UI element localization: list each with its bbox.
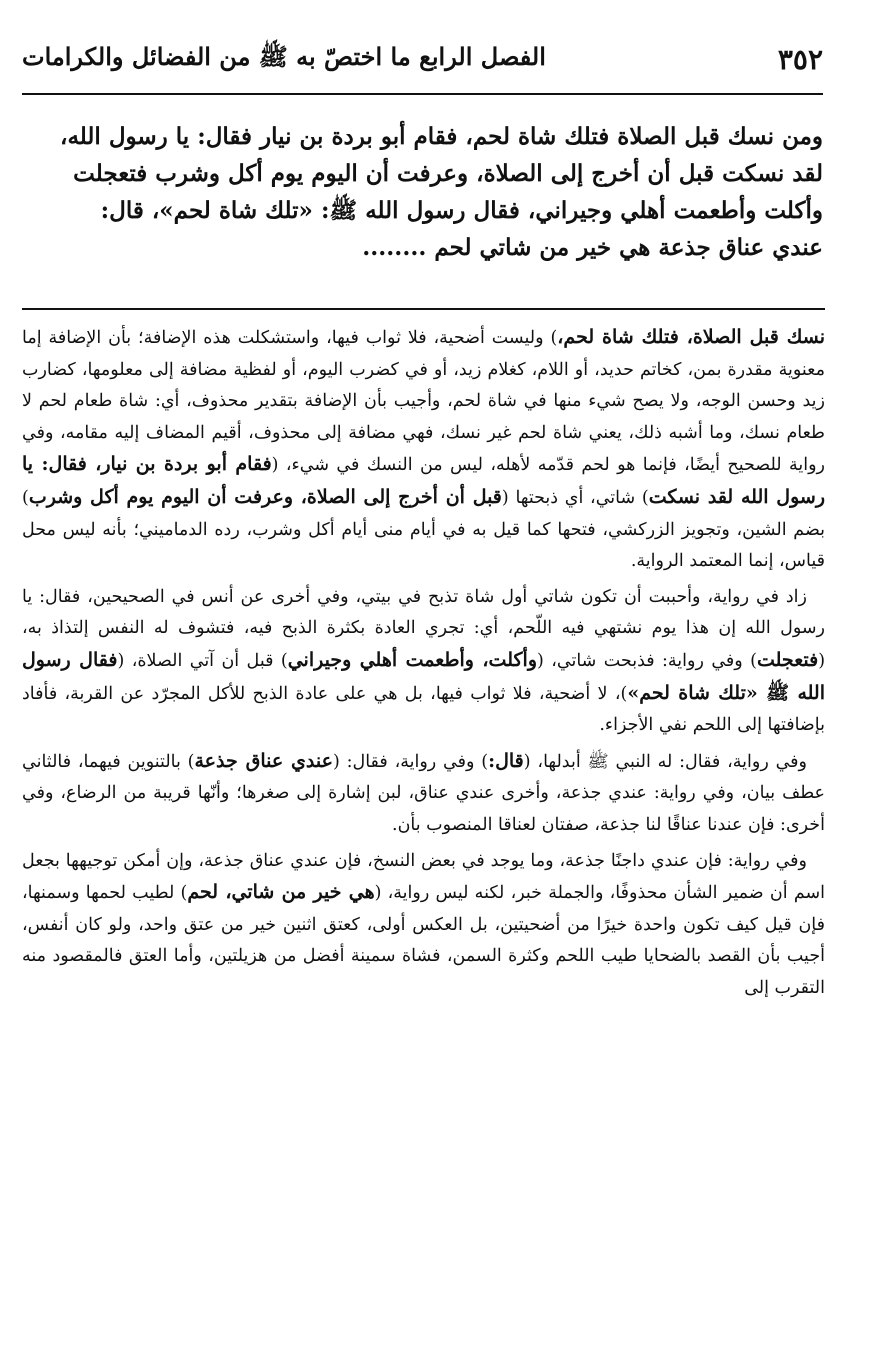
matn-separator-rule: [22, 308, 825, 310]
matn-line: ومن نسك قبل الصلاة فتلك شاة لحم، فقام أبو بردة بن نيار فقال: يا رسول الله،: [60, 123, 823, 150]
commentary-paragraph: [22, 322, 825, 578]
matn-line: وأكلت وأطعمت أهلي وجيراني، فقال رسول الله ﷺ: «تلك شاة لحم»، قال:: [100, 197, 823, 224]
page-header: [22, 34, 823, 84]
quoted-matn: فتعجلت: [756, 648, 819, 671]
quoted-matn: قبل أن أخرج إلى الصلاة، وعرفت أن اليوم يوم أكل وشرب: [28, 485, 502, 508]
commentary-segment: ) وليست أضحية، فلا ثواب فيها، واستشكلت هذه الإضافة؛ بأن الإضافة إما معنوية مقدرة بمن، كخاتم حديد، أو اللام، كغلام زيد، أو في كضرب اليوم، أو لفظية مضافة إلى معلومها، كضارب زيد وحسن الوجه، ولا يصح شيء منها في شاة لحم، وأجيب بأن الإضافة بتقدير محذوف، أي: شاة طعام لحم لا طعام نسك، وما أشبه ذلك، يعني شاة لحم غير نسك، فهي مضافة إلى محذوف، أقيم المضاف إليه مقامه، وفي رواية للصحيح أيضًا، فإنما هو لحم قدّمه لأهله، ليس من النسك في شيء، (: [22, 328, 825, 476]
commentary-segment: وفي رواية: فإن عندي داجنًا جذعة، وما يوجد في بعض النسخ، فإن عندي عناق جذعة، وإن أمكن توجيهها بجعل اسم أن ضمير الشأن محذوفًا، والجملة خبر، لكنه ليس رواية، (: [22, 850, 825, 904]
quoted-matn: نسك قبل الصلاة، فتلك شاة لحم،: [557, 326, 825, 348]
quoted-matn: فقال رسول الله ﷺ «تلك شاة لحم»: [22, 648, 825, 704]
commentary-segment: ) قبل أن آتي الصلاة، (: [117, 650, 288, 671]
page-number: ٣٥٢: [777, 42, 823, 76]
quoted-matn: وأكلت، وأطعمت أهلي وجيراني: [287, 648, 537, 671]
commentary-segment: ) وفي رواية، فقال: (: [332, 751, 489, 772]
commentary-segment: ) بالتنوين فيهما، فالثاني عطف بيان، وفي رواية: عندي جذعة، وأخرى عندي عناق، لبن إشارة إلى صغرها؛ وأنّها قريبة من الرضاع، وفي أخرى: فإن عندنا عناقًا لنا جذعة، صفتان لعناقا المنصوب بأن.: [22, 751, 825, 835]
chapter-title: الفصل الرابع ما اختصّ به ﷺ من الفضائل والكرامات: [22, 41, 546, 71]
commentary-segment: ) شاتي، أي ذبحتها (: [501, 487, 649, 508]
matn-text: [22, 118, 823, 266]
commentary-text: [22, 322, 825, 1008]
commentary-paragraph: [22, 846, 825, 1005]
commentary-segment: ) وفي رواية: فذبحت شاتي، (: [537, 650, 757, 671]
quoted-matn: فقام أبو بردة بن نيار، فقال: يا رسول الله لقد نسكت: [22, 453, 826, 508]
commentary-paragraph: [22, 746, 825, 842]
commentary-segment: زاد في رواية، وأحببت أن تكون شاتي أول شاة تذبح في بيتي، وفي أخرى عن أنس في الصحيحين، فقال: يا رسول الله إن هذا يوم نشتهي فيه اللّحم، أي: تجري العادة بكثرة الذبح فيه، فتشوف له النفس إلتذاذ به، (: [22, 586, 826, 671]
commentary-segment: )، لا أضحية، فلا ثواب فيها، بل هي على عادة الذبح للأكل المجرّد عن القربة، فأفاد بإضافتها إلى اللحم نفي الأجزاء.: [22, 683, 825, 736]
quoted-matn: قال:: [488, 749, 524, 772]
header-rule: [22, 93, 823, 95]
matn-line: عندي عناق جذعة هي خير من شاتي لحم ........: [362, 234, 823, 261]
commentary-segment: ) لطيب لحمها وسمنها، فإن قيل كيف تكون واحدة خيرًا من أضحيتين، بل العكس أولى، كعتق اثنين خير من عتق واحد، ولو كان أنفس، أجيب بأن القصد بالضحايا طيب اللحم وكثرة السمن، فشاة سمينة أفضل من هزيلتين، وأما العتق فالمقصود منه التقرب إلى: [22, 883, 825, 998]
quoted-matn: هي خير من شاتي، لحم: [187, 881, 375, 904]
commentary-segment: وفي رواية، فقال: له النبي ﷺ أبدلها، (: [523, 751, 807, 772]
commentary-paragraph: [22, 582, 825, 742]
matn-line: لقد نسكت قبل أن أخرج إلى الصلاة، وعرفت أن اليوم يوم أكل وشرب فتعجلت: [73, 160, 823, 187]
quoted-matn: عندي عناق جذعة: [194, 749, 333, 772]
commentary-segment: ) بضم الشين، وتجويز الزركشي، فتحها كما قيل به في أيام منى أيام أكل وشرب، رده الدماميني؛ بأنه ليس محل قياس، إنما المعتمد الرواية.: [22, 487, 825, 572]
